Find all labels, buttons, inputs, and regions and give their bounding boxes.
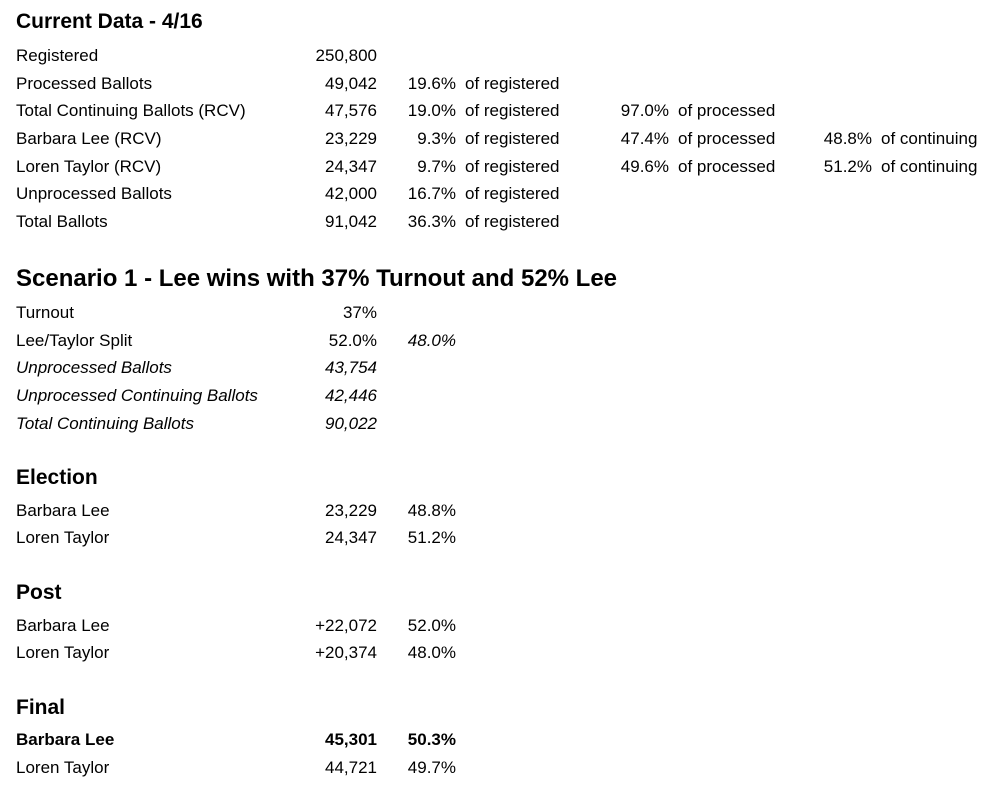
row-pct: 48.8% [407, 501, 456, 520]
row-label: Total Continuing Ballots [16, 414, 194, 433]
pct-of-registered: 9.7% [417, 157, 456, 176]
row-label: Unprocessed Ballots [16, 358, 172, 377]
row-processed-ballots [0, 70, 1000, 98]
row-value: 52.0% [328, 331, 377, 350]
of-continuing-label: of continuing [881, 157, 978, 176]
row-value: 90,022 [325, 414, 377, 433]
of-processed-label: of processed [678, 101, 776, 120]
pct-of-registered: 36.3% [407, 212, 456, 231]
row-registered [0, 42, 1000, 70]
of-processed-label: of processed [678, 129, 776, 148]
scenario-title: Scenario 1 - Lee wins with 37% Turnout and 52% Lee [16, 265, 618, 292]
pct-of-processed: 49.6% [620, 157, 669, 176]
row-label: Unprocessed Ballots [16, 184, 172, 203]
row-turnout [0, 299, 1000, 327]
pct-of-processed: 47.4% [620, 129, 669, 148]
row-label: Loren Taylor [16, 643, 110, 662]
split-taylor-share: 48.0% [407, 331, 456, 350]
row-value: 24,347 [325, 157, 377, 176]
row-value: 250,800 [315, 46, 377, 65]
row-label: Barbara Lee [16, 616, 110, 635]
row-unprocessed-ballots-est [0, 354, 1000, 382]
row-value: 49,042 [325, 74, 377, 93]
row-value: +22,072 [315, 616, 377, 635]
row-value: 42,446 [325, 386, 377, 405]
row-label: Processed Ballots [16, 74, 153, 93]
row-value: 91,042 [325, 212, 377, 231]
pct-of-registered: 16.7% [407, 184, 456, 203]
row-final-lee [0, 726, 1000, 754]
of-registered-label: of registered [465, 184, 560, 203]
row-final-taylor [0, 754, 1000, 782]
of-registered-label: of registered [465, 101, 560, 120]
row-pct: 52.0% [407, 616, 456, 635]
row-value: 23,229 [325, 501, 377, 520]
pct-of-continuing: 51.2% [823, 157, 872, 176]
row-post-lee [0, 612, 1000, 640]
of-registered-label: of registered [465, 212, 560, 231]
row-pct: 49.7% [407, 758, 456, 777]
row-post-taylor [0, 639, 1000, 667]
row-label: Unprocessed Continuing Ballots [16, 386, 258, 405]
row-value: 24,347 [325, 528, 377, 547]
row-value: +20,374 [315, 643, 377, 662]
row-label: Turnout [16, 303, 74, 322]
of-registered-label: of registered [465, 74, 560, 93]
election-title: Election [16, 466, 98, 489]
row-label: Barbara Lee [16, 501, 110, 520]
row-label: Loren Taylor [16, 528, 110, 547]
pct-of-registered: 19.0% [407, 101, 456, 120]
row-lee-taylor-split [0, 327, 1000, 355]
row-value: 45,301 [325, 730, 377, 749]
row-election-taylor [0, 524, 1000, 552]
row-value: 37% [342, 303, 377, 322]
pct-of-registered: 19.6% [407, 74, 456, 93]
row-label: Loren Taylor [16, 758, 110, 777]
row-loren-taylor-rcv [0, 153, 1000, 181]
final-title: Final [16, 696, 66, 719]
row-pct: 48.0% [407, 643, 456, 662]
row-value: 23,229 [325, 129, 377, 148]
row-total-ballots [0, 208, 1000, 236]
pct-of-processed: 97.0% [620, 101, 669, 120]
row-value: 42,000 [325, 184, 377, 203]
row-label: Total Continuing Ballots (RCV) [16, 101, 246, 120]
pct-of-continuing: 48.8% [823, 129, 872, 148]
current-data-title: Current Data - 4/16 [16, 10, 203, 33]
row-label: Barbara Lee [16, 730, 115, 749]
row-value: 43,754 [325, 358, 377, 377]
row-label: Lee/Taylor Split [16, 331, 133, 350]
row-unprocessed-ballots [0, 180, 1000, 208]
row-total-continuing [0, 97, 1000, 125]
row-value: 47,576 [325, 101, 377, 120]
pct-of-registered: 9.3% [417, 129, 456, 148]
row-barbara-lee-rcv [0, 125, 1000, 153]
row-pct: 51.2% [407, 528, 456, 547]
row-pct: 50.3% [407, 730, 456, 749]
row-election-lee [0, 497, 1000, 525]
row-unprocessed-continuing [0, 382, 1000, 410]
row-label: Registered [16, 46, 99, 65]
of-processed-label: of processed [678, 157, 776, 176]
of-registered-label: of registered [465, 129, 560, 148]
of-continuing-label: of continuing [881, 129, 978, 148]
row-label: Barbara Lee (RCV) [16, 129, 162, 148]
row-label: Loren Taylor (RCV) [16, 157, 162, 176]
row-value: 44,721 [325, 758, 377, 777]
row-total-continuing-est [0, 410, 1000, 438]
of-registered-label: of registered [465, 157, 560, 176]
row-label: Total Ballots [16, 212, 108, 231]
post-title: Post [16, 581, 62, 604]
